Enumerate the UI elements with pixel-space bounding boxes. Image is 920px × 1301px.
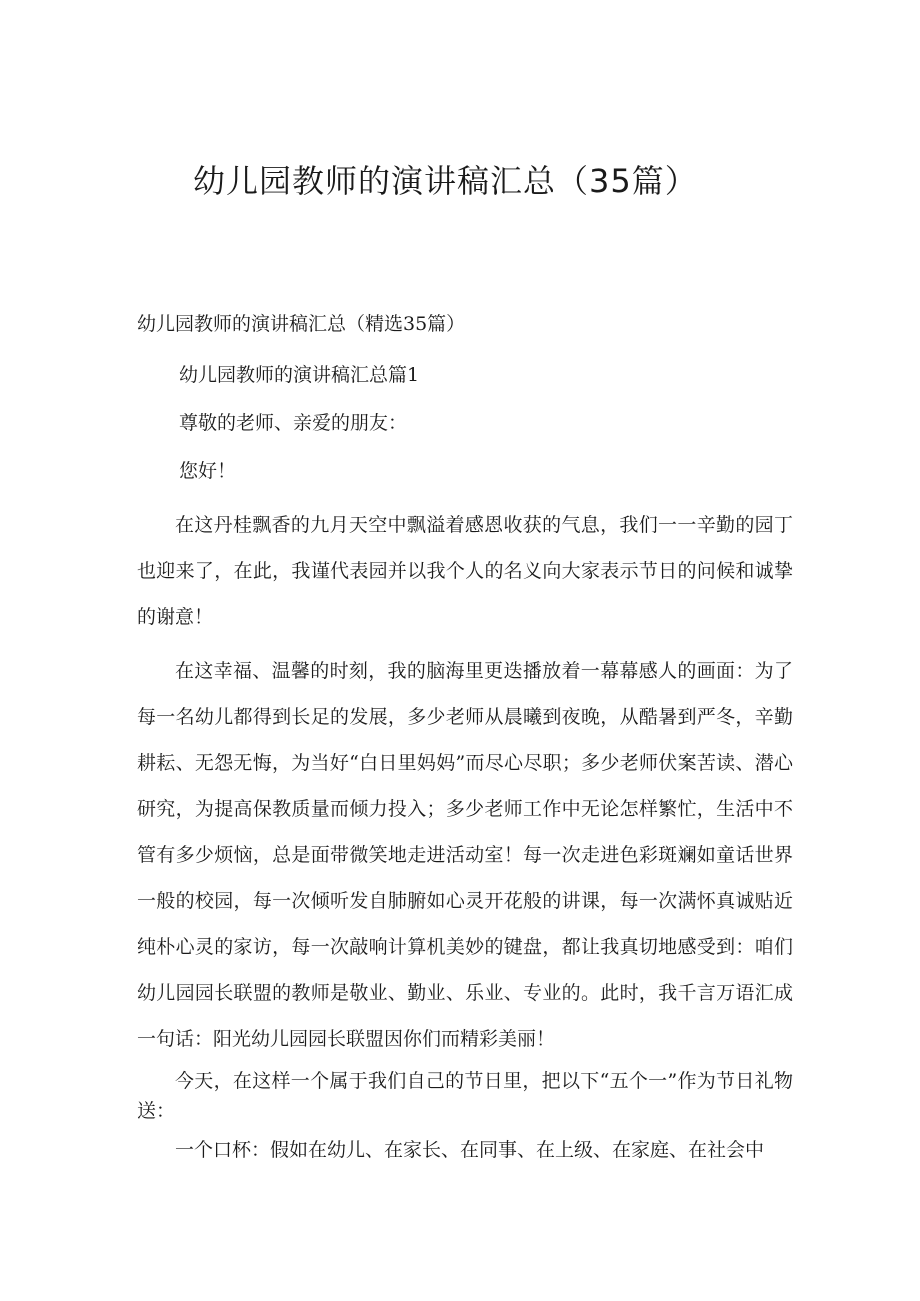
paragraph-holiday-gifts: 今天，在这样一个属于我们自己的节日里，把以下“五个一”作为节日礼物送： [137,1070,793,1122]
greeting: 您好！ [179,460,237,482]
document-subtitle: 幼儿园教师的演讲稿汇总（精选35篇） [137,313,466,335]
salutation: 尊敬的老师、亲爱的朋友： [179,412,408,434]
paragraph-first-gift: 一个口杯：假如在幼儿、在家长、在同事、在上级、在家庭、在社会中 [175,1139,765,1161]
paragraph-touching-moments: 在这幸福、温馨的时刻，我的脑海里更迭播放着一幕幕感人的画面：为了每一名幼儿都得到长足的发展，多少老师从晨曦到夜晚，从酷暑到严冬，辛勤耕耘、无怨无悔，为当好“白日里妈妈”而尽心尽职；多少老师伏案苦读、潜心研究，为提高保教质量而倾力投入；多少老师工作中无论怎样繁忙，生活中不管有多少烦恼，总是面带微笑地走进活动室！每一次走进色彩斑斓如童话世界一般的校园，每一次倾听发自肺腑如心灵开花般的讲课，每一次满怀真诚贴近纯朴心灵的家访，每一次敲响计算机美妙的键盘，都让我真切地感受到：咱们幼儿园园长联盟的教师是敬业、勤业、乐业、专业的。此时，我千言万语汇成一句话：阳光幼儿园园长联盟因你们而精彩美丽！ [137,660,793,1050]
document-title: 幼儿园教师的演讲稿汇总（35篇） [193,162,698,200]
paragraph-festival-greeting: 在这丹桂飘香的九月天空中飘溢着感恩收获的气息，我们一一辛勤的园丁也迎来了，在此，我谨代表园并以我个人的名义向大家表示节日的问候和诚挚的谢意！ [137,514,793,628]
section-heading: 幼儿园教师的演讲稿汇总篇1 [179,364,420,386]
